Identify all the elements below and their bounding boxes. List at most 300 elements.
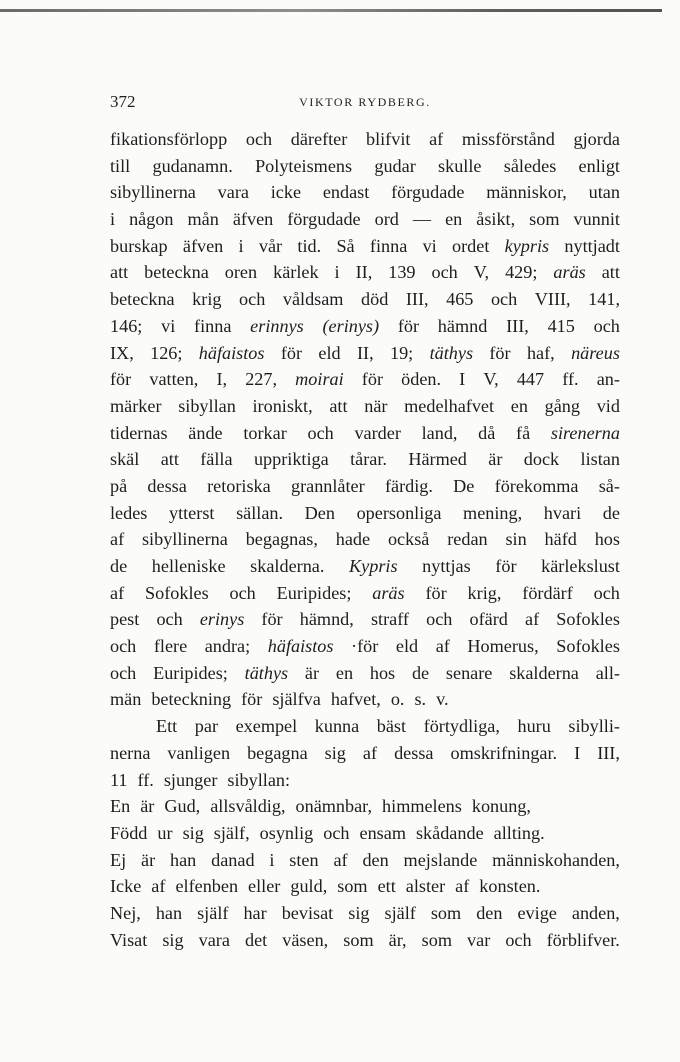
- word: listan: [580, 449, 620, 470]
- word: kärlek: [273, 262, 319, 283]
- word: eld: [395, 636, 419, 657]
- word: —: [412, 209, 432, 230]
- word: Nej,: [110, 902, 141, 923]
- top-edge-rule: [0, 9, 662, 12]
- word: straff: [370, 609, 409, 630]
- word: ände: [188, 422, 223, 443]
- word: sig: [162, 929, 184, 950]
- word: hos: [369, 662, 396, 683]
- word: och: [431, 262, 458, 283]
- word: ur: [157, 822, 173, 843]
- word: Född: [110, 822, 148, 843]
- word: gudar: [374, 155, 416, 176]
- word: konung,: [471, 796, 531, 817]
- word: vara: [198, 929, 230, 950]
- word: äfven: [182, 235, 224, 256]
- word: och: [245, 129, 273, 149]
- word: de: [110, 556, 128, 576]
- word: dessa: [394, 742, 434, 763]
- word: 447: [516, 369, 545, 390]
- word: 465: [446, 289, 474, 310]
- italic-term: häfaistos: [267, 636, 334, 657]
- word: och: [426, 609, 453, 630]
- italic-term: Kypris: [349, 556, 398, 576]
- word: mening,: [463, 502, 523, 523]
- word: all-: [595, 662, 620, 683]
- word: att: [601, 262, 620, 283]
- word: Sofokles: [145, 582, 209, 603]
- word: sjunger: [163, 769, 218, 790]
- word: få: [516, 422, 531, 443]
- italic-term: erinnys: [250, 315, 304, 336]
- word: förekomma: [494, 475, 579, 496]
- word: af: [435, 636, 450, 657]
- word: af: [455, 876, 470, 897]
- word: var: [467, 929, 491, 950]
- italic-term: aräs: [553, 262, 586, 283]
- word: en: [510, 395, 528, 416]
- word: fikationsförlopp: [110, 129, 228, 149]
- word: anden,: [571, 902, 620, 923]
- word: Icke: [110, 876, 142, 897]
- word: åsikt,: [476, 209, 516, 230]
- text-line: [110, 179, 620, 206]
- word: Ej: [110, 849, 127, 870]
- text-line: [110, 206, 620, 233]
- word: sibyllinerna: [141, 529, 228, 550]
- word: kunna: [314, 716, 360, 737]
- text-line: [110, 767, 620, 794]
- word: himmelens: [382, 796, 462, 817]
- word: våldsam: [282, 289, 344, 310]
- word: I: [459, 369, 466, 390]
- word: allting.: [493, 822, 545, 843]
- word: som: [430, 902, 462, 923]
- word: De: [453, 475, 475, 496]
- word: 141,: [588, 289, 620, 310]
- word: Härmed: [408, 449, 467, 470]
- word: och: [110, 662, 137, 683]
- word: af: [110, 529, 125, 550]
- italic-term: aräs: [372, 582, 405, 603]
- word: huru: [517, 716, 551, 737]
- word: vatten,: [149, 369, 199, 390]
- word: danad: [211, 849, 255, 870]
- word: en: [335, 662, 354, 683]
- word: senare: [445, 662, 493, 683]
- word: 415: [547, 315, 575, 336]
- word: 227,: [245, 369, 278, 390]
- word: helleniske: [151, 556, 226, 576]
- word: och: [323, 822, 350, 843]
- word: 126;: [150, 342, 183, 363]
- word: tårar.: [350, 449, 387, 470]
- word: af: [362, 742, 378, 763]
- word: varder: [354, 422, 401, 443]
- word: an-: [596, 369, 620, 390]
- word: hvari: [543, 502, 582, 523]
- word: ff.: [562, 369, 579, 390]
- word: andra;: [204, 636, 251, 657]
- word: människohanden,: [492, 849, 620, 870]
- word: af: [333, 849, 348, 870]
- word: mån: [187, 209, 219, 230]
- word: i: [269, 849, 275, 870]
- word: bäst: [376, 716, 407, 737]
- word: som: [421, 929, 452, 950]
- word: endast: [322, 182, 370, 203]
- text-line: [110, 660, 620, 687]
- word: häfd: [544, 529, 577, 550]
- word: III,: [506, 315, 529, 336]
- text-line: [110, 286, 620, 313]
- word: vid: [596, 395, 620, 416]
- text-line: [110, 500, 620, 527]
- word: krig,: [467, 582, 502, 603]
- word: sig: [348, 902, 370, 923]
- word: sibylli-: [568, 716, 620, 737]
- word: III,: [405, 289, 429, 310]
- word: evige: [517, 902, 557, 923]
- text-line: [110, 473, 620, 500]
- word: III,: [597, 742, 620, 763]
- text-line: [110, 126, 620, 153]
- word: och: [593, 315, 620, 336]
- word: 146;: [110, 315, 143, 336]
- text-line: [110, 233, 620, 260]
- word: beteckna: [110, 289, 175, 310]
- text-line: [110, 446, 620, 473]
- verse-line: [110, 900, 620, 927]
- word: själf: [197, 902, 229, 923]
- word: gudanamn.: [152, 155, 233, 176]
- word: då: [478, 422, 496, 443]
- word: hafvet,: [330, 689, 381, 710]
- word: således: [503, 155, 557, 176]
- word: beteckna: [144, 262, 209, 283]
- word: blifvit: [365, 129, 411, 149]
- word: för: [489, 342, 511, 363]
- word: för: [495, 556, 517, 576]
- text-line: [110, 686, 620, 713]
- word: konsten.: [479, 876, 541, 897]
- word: ytterst: [168, 502, 215, 523]
- verse-line: [110, 847, 620, 874]
- word: V,: [483, 369, 499, 390]
- word: skulle: [438, 155, 482, 176]
- word: och: [229, 582, 256, 603]
- text-line: [110, 366, 620, 393]
- word: själfva: [272, 689, 321, 710]
- word: vi: [161, 315, 176, 336]
- verse-line: [110, 873, 620, 900]
- word: sibyllinerna: [110, 182, 196, 203]
- word: vanligen: [167, 742, 231, 763]
- word: Gud,: [164, 796, 201, 817]
- word: skalderna: [509, 662, 579, 683]
- word: omskrifningar.: [450, 742, 558, 763]
- word: förgudade: [391, 182, 465, 203]
- word: nerna: [110, 742, 151, 763]
- word: och: [307, 422, 334, 443]
- word: fälla: [200, 449, 233, 470]
- page-header: [110, 92, 620, 116]
- word: män: [110, 689, 142, 710]
- word: ·för: [351, 636, 379, 657]
- word: i: [334, 262, 340, 283]
- italic-term: moirai: [295, 369, 344, 390]
- word: 429;: [505, 262, 538, 283]
- word: de: [602, 502, 620, 523]
- word: 11: [110, 769, 128, 790]
- text-line: [110, 740, 620, 767]
- word: är: [140, 796, 155, 817]
- text-line: [110, 526, 620, 553]
- word: ett: [377, 876, 396, 897]
- word: är: [488, 449, 503, 470]
- word: och: [505, 929, 532, 950]
- text-line: [110, 580, 620, 607]
- text-line: [110, 259, 620, 286]
- word: kärlekslust: [541, 556, 620, 576]
- word: Sofokles: [556, 609, 620, 630]
- word: medelhafvet: [404, 395, 495, 416]
- word: äfven: [232, 209, 274, 230]
- word: osynlig: [259, 822, 314, 843]
- word: land,: [421, 422, 458, 443]
- word: därefter: [290, 129, 348, 149]
- word: Sofokles: [556, 636, 620, 657]
- word: hos: [594, 529, 620, 550]
- word: för: [397, 315, 420, 336]
- word: finna: [194, 315, 232, 336]
- word: alster: [405, 876, 446, 897]
- word: Så: [336, 235, 355, 256]
- word: han: [170, 849, 197, 870]
- word: par: [194, 716, 219, 737]
- word: VIII,: [534, 289, 571, 310]
- word: sten: [289, 849, 319, 870]
- word: ff.: [137, 769, 154, 790]
- body-text: [110, 126, 620, 953]
- text-line: [110, 606, 620, 633]
- word: Ett: [156, 716, 178, 737]
- word: de: [411, 662, 430, 683]
- verse-line: [110, 793, 620, 820]
- word: fördärf: [522, 582, 573, 603]
- word: för: [110, 369, 132, 390]
- word: skalderna.: [250, 556, 325, 576]
- word: opersonliga: [356, 502, 442, 523]
- word: krig: [192, 289, 222, 310]
- word: I: [574, 742, 581, 763]
- word: människor,: [486, 182, 567, 203]
- word: sibyllan:: [227, 769, 291, 790]
- word: retoriska: [207, 475, 271, 496]
- word: flere: [153, 636, 188, 657]
- word: och: [239, 289, 266, 310]
- word: af: [525, 609, 540, 630]
- word: eller: [248, 876, 281, 897]
- word: burskap: [110, 235, 168, 256]
- word: eld: [318, 342, 341, 363]
- word: tid.: [297, 235, 322, 256]
- word: begagna: [247, 742, 308, 763]
- word: beteckning: [151, 689, 232, 710]
- text-line: [110, 153, 620, 180]
- word: II,: [356, 342, 374, 363]
- word: guld,: [290, 876, 328, 897]
- word: utan: [588, 182, 620, 203]
- word: sällan.: [236, 502, 284, 523]
- word: elfenben: [175, 876, 239, 897]
- word: skådande: [415, 822, 484, 843]
- word: nyttjadt: [564, 235, 620, 256]
- word: ensam: [359, 822, 406, 843]
- running-head: VIKTOR RYDBERG.: [299, 95, 431, 109]
- word: någon: [129, 209, 174, 230]
- italic-term: näreus: [571, 342, 620, 363]
- italic-term: erinys: [199, 609, 245, 630]
- word: af: [429, 129, 444, 149]
- word: sig: [324, 742, 346, 763]
- word: och: [156, 609, 183, 630]
- word: för: [425, 582, 447, 603]
- word: att: [329, 395, 348, 416]
- word: begagnas,: [245, 529, 318, 550]
- word: haf,: [526, 342, 555, 363]
- word: bevisat: [281, 902, 334, 923]
- word: hämnd: [437, 315, 488, 336]
- italic-term: täthys: [429, 342, 474, 363]
- word: och: [593, 582, 620, 603]
- word: gjorda: [573, 129, 620, 149]
- word: förgudade: [287, 209, 361, 230]
- word: som: [343, 929, 374, 950]
- word: för: [241, 689, 263, 710]
- word: s.: [414, 689, 427, 710]
- word: o.: [390, 689, 405, 710]
- word: V,: [473, 262, 490, 283]
- word: i: [110, 209, 116, 230]
- word: enligt: [578, 155, 620, 176]
- verse-line: [110, 927, 620, 954]
- word: för: [361, 369, 384, 390]
- word: grannlåter: [290, 475, 365, 496]
- word: dock: [523, 449, 560, 470]
- text-line: [110, 713, 620, 740]
- word: för: [261, 609, 283, 630]
- word: väsen,: [282, 929, 329, 950]
- word: är: [304, 662, 320, 683]
- word: allsvåldig,: [210, 796, 286, 817]
- word: förblifver.: [546, 929, 620, 950]
- word: på: [110, 475, 128, 496]
- word: Euripides;: [276, 582, 352, 603]
- verse-line: [110, 820, 620, 847]
- word: hade: [335, 529, 371, 550]
- word: mejslande: [403, 849, 478, 870]
- word: exempel: [235, 716, 298, 737]
- word: Homerus,: [467, 636, 539, 657]
- italic-term: häfaistos: [198, 342, 265, 363]
- word: och: [110, 636, 137, 657]
- word: märker: [110, 395, 162, 416]
- word: i: [238, 235, 244, 256]
- word: också: [387, 529, 430, 550]
- word: uppriktiga: [253, 449, 329, 470]
- word: nyttjas: [422, 556, 471, 576]
- word: vunnit: [573, 209, 620, 230]
- word: Visat: [110, 929, 148, 950]
- word: af: [151, 876, 166, 897]
- word: är,: [388, 929, 407, 950]
- word: öden.: [401, 369, 442, 390]
- word: som: [529, 209, 560, 230]
- word: gång: [544, 395, 580, 416]
- word: själf,: [213, 822, 250, 843]
- italic-term: täthys: [244, 662, 289, 683]
- word: sig: [182, 822, 204, 843]
- word: En: [110, 796, 131, 817]
- italic-term: (erinys): [322, 315, 380, 336]
- word: ofärd: [469, 609, 508, 630]
- word: sin: [505, 529, 527, 550]
- word: ord: [374, 209, 399, 230]
- text-line: [110, 340, 620, 367]
- word: den: [362, 849, 389, 870]
- word: Polyteismens: [255, 155, 353, 176]
- word: skäl: [110, 449, 140, 470]
- word: till: [110, 155, 131, 176]
- word: förtydliga,: [423, 716, 500, 737]
- word: hämnd,: [299, 609, 354, 630]
- text-line: [110, 420, 620, 447]
- word: vi: [422, 235, 437, 256]
- word: 19;: [389, 342, 414, 363]
- word: ledes: [110, 502, 148, 523]
- word: ironiskt,: [252, 395, 313, 416]
- word: för: [280, 342, 303, 363]
- word: har: [243, 902, 267, 923]
- word: när: [364, 395, 388, 416]
- word: icke: [270, 182, 302, 203]
- word: IX,: [110, 342, 134, 363]
- word: att: [160, 449, 179, 470]
- word: missförstånd: [461, 129, 555, 149]
- word: oren: [224, 262, 258, 283]
- word: Den: [304, 502, 335, 523]
- word: som: [337, 876, 368, 897]
- word: sibyllan: [178, 395, 236, 416]
- word: redan: [447, 529, 488, 550]
- word: 139: [388, 262, 416, 283]
- word: onämnbar,: [295, 796, 373, 817]
- word: ordet: [452, 235, 490, 256]
- word: är: [141, 849, 156, 870]
- text-line: [110, 393, 620, 420]
- word: af: [110, 582, 125, 603]
- word: torkar: [243, 422, 287, 443]
- word: I,: [216, 369, 228, 390]
- text-line: [110, 313, 620, 340]
- page-number: 372: [110, 92, 136, 111]
- word: död: [361, 289, 389, 310]
- word: vår: [258, 235, 283, 256]
- word: färdig.: [384, 475, 433, 496]
- word: själf: [384, 902, 416, 923]
- italic-term: kypris: [504, 235, 550, 256]
